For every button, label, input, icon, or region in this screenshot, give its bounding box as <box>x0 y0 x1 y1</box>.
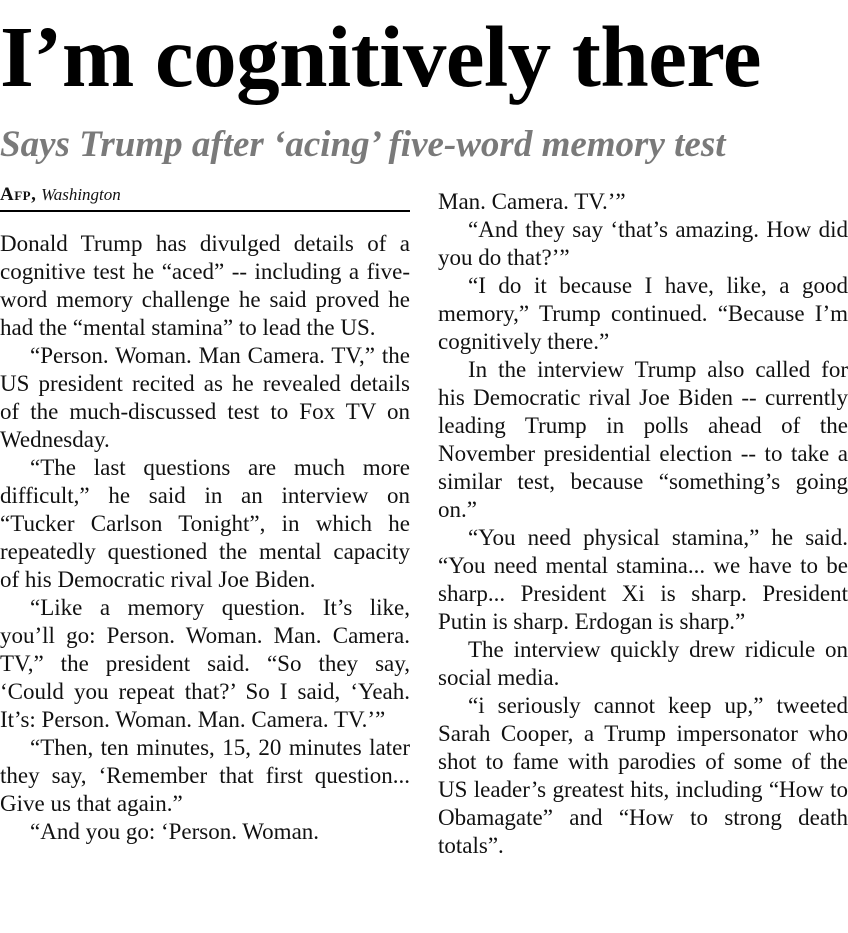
paragraph: “Then, ten minutes, 15, 20 minutes later they say, ‘Remember that first question... Give us that again.” <box>0 735 410 816</box>
paragraph: “I do it because I have, like, a good memory,” Trump continued. “Because I’m cognitively there.” <box>438 273 848 354</box>
paragraph: In the interview Trump also called for his Democratic rival Joe Biden -- currently leading Trump in polls ahead of the November presidential election -- to take a similar test, because “something’s going on.” <box>438 357 848 522</box>
paragraph: The interview quickly drew ridicule on social media. <box>438 637 848 690</box>
paragraph-continuation: Man. Camera. TV.’” <box>438 189 626 214</box>
byline-location: Washington <box>41 185 121 204</box>
article-column-1 <box>0 230 410 846</box>
byline-agency: Afp, <box>0 184 37 205</box>
paragraph: “Like a memory question. It’s like, you’ll go: Person. Woman. Man. Camera. TV,” the president said. “So they say, ‘Could you repeat that?’ So I said, ‘Yeah. It’s: Person. Woman. Man. Camera. TV.’” <box>0 595 410 732</box>
paragraph: “i seriously cannot keep up,” tweeted Sarah Cooper, a Trump impersonator who shot to fame with parodies of some of the US leader’s greatest hits, including “How to Obamagate” and “How to strong death totals”. <box>438 693 848 858</box>
paragraph: “And you go: ‘Person. Woman. <box>30 819 320 844</box>
article-column-2 <box>438 188 848 860</box>
paragraph: “Person. Woman. Man Camera. TV,” the US president recited as he revealed details of the much-discussed test to Fox TV on Wednesday. <box>0 343 410 452</box>
paragraph: “You need physical stamina,” he said. “You need mental stamina... we have to be sharp... President Xi is sharp. President Putin is sharp. Erdogan is sharp.” <box>438 525 848 634</box>
subheadline: Says Trump after ‘acing’ five-word memory test <box>0 124 726 165</box>
paragraph: Donald Trump has divulged details of a cognitive test he “aced” -- including a five-word memory challenge he said proved he had the “mental stamina” to lead the US. <box>0 231 410 340</box>
paragraph: “And they say ‘that’s amazing. How did you do that?’” <box>438 217 848 270</box>
byline <box>0 180 410 212</box>
headline: I’m cognitively there <box>0 8 762 105</box>
paragraph: “The last questions are much more difficult,” he said in an interview on “Tucker Carlson Tonight”, in which he repeatedly questioned the mental capacity of his Democratic rival Joe Biden. <box>0 455 410 592</box>
